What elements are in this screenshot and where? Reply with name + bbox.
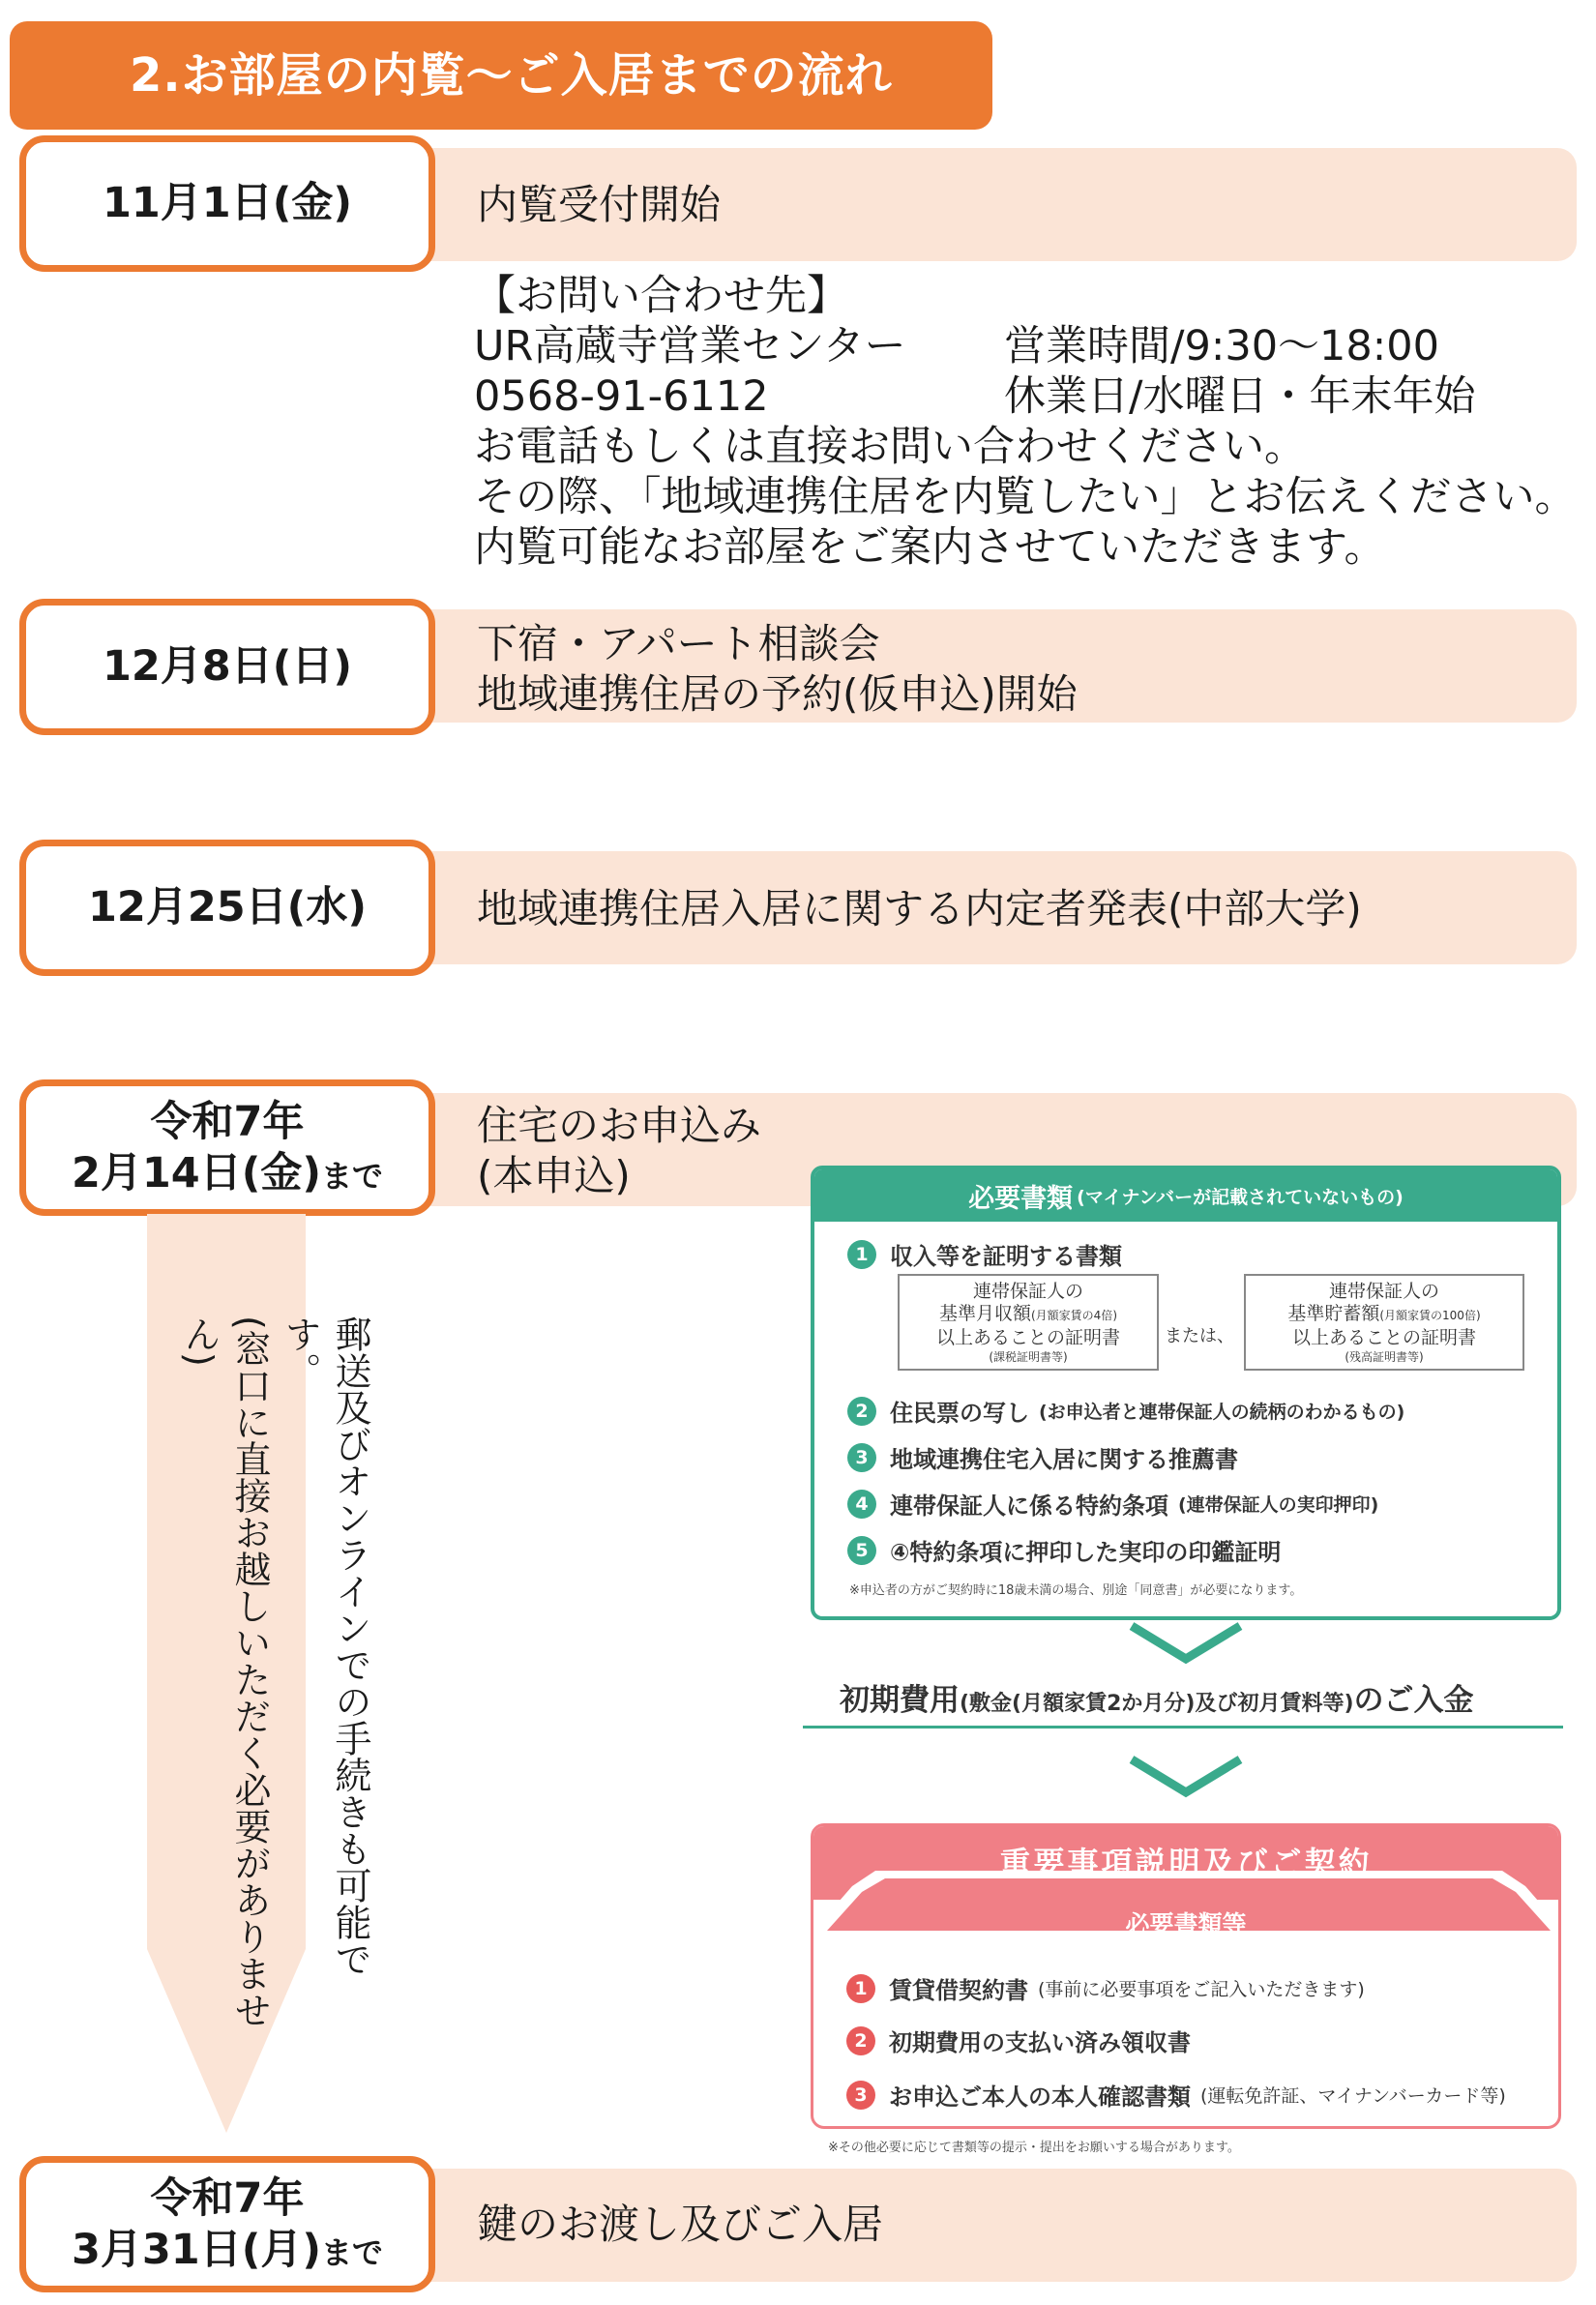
required-docs-header — [814, 1169, 1557, 1222]
date-4-line-2 — [72, 1148, 383, 1198]
contract-box — [811, 1823, 1561, 2129]
proof-a-line-3: 以上あることの証明書 — [935, 1326, 1120, 1348]
date-box-5 — [19, 2156, 435, 2292]
doc-number-3: 3 — [847, 1443, 876, 1472]
proof-savings — [1244, 1274, 1524, 1371]
required-docs-box — [811, 1166, 1561, 1620]
doc-label-1: 収入等を証明する書類 — [890, 1243, 1122, 1270]
date-5-line-1: 令和7年 — [150, 2174, 305, 2224]
vertical-note-line-2: (窓口に直接お越しいただく必要がありません) — [178, 1315, 271, 2028]
contact-line-2: その際、「地域連携住居を内覧したい」とお伝えください。 — [474, 473, 1577, 521]
initial-fee — [840, 1675, 1474, 1719]
doc-item-2 — [847, 1394, 1404, 1428]
doc-number-2: 2 — [847, 1397, 876, 1426]
required-docs-title: 必要書類 — [968, 1183, 1074, 1214]
doc-number-4: 4 — [847, 1490, 876, 1519]
contract-number-1: 1 — [846, 1974, 875, 2003]
contract-title: 重要事項説明及びご契約 — [999, 1845, 1373, 1881]
contract-label-1: 賃貸借契約書 — [889, 1977, 1028, 2004]
date-3: 12月25日(水) — [88, 883, 367, 932]
doc-item-5 — [847, 1533, 1281, 1567]
contact-info — [474, 271, 1577, 573]
vertical-note-line-1: 郵送及びオンラインでの手続きも可能です。 — [279, 1315, 371, 1977]
date-5-line-2 — [72, 2225, 383, 2275]
chevron-down-icon — [1128, 1622, 1244, 1665]
initial-fee-pre: 初期費用 — [840, 1683, 960, 1718]
doc-label-4: 連帯保証人に係る特約条項 — [890, 1492, 1168, 1520]
date-5-suffix: まで — [321, 2233, 384, 2271]
date-box-2 — [19, 599, 435, 735]
step-text-4-line-1: 住宅のお申込み — [477, 1102, 762, 1149]
proof-a-term: 基準月収額 — [938, 1302, 1031, 1324]
doc-number-5: 5 — [847, 1536, 876, 1565]
proof-b-line-4: (残高証明書等) — [1345, 1349, 1424, 1364]
proof-b-term-note: (月額家賃の100倍) — [1379, 1308, 1481, 1322]
date-4-suffix: まで — [321, 1157, 384, 1195]
section-header — [10, 21, 992, 130]
doc-label-3: 地域連携住宅入居に関する推薦書 — [890, 1446, 1238, 1473]
contract-footnote: ※その他必要に応じて書類等の提示・提出をお願いする場合があります。 — [828, 2141, 1240, 2155]
proof-b-line-2 — [1287, 1303, 1480, 1327]
proof-b-term: 基準貯蓄額 — [1287, 1302, 1380, 1324]
proof-a-line-1: 連帯保証人の — [972, 1280, 1083, 1302]
contact-line-1: お電話もしくは直接お問い合わせください。 — [474, 423, 1306, 471]
date-box-3 — [19, 840, 435, 976]
doc-note-2: (お申込者と連帯保証人の続柄のわかるもの) — [1039, 1402, 1405, 1423]
date-4-date: 2月14日(金) — [71, 1148, 322, 1197]
doc-label-2: 住民票の写し — [890, 1400, 1029, 1427]
step-text-4 — [477, 1101, 761, 1201]
proof-b-line-1: 連帯保証人の — [1328, 1280, 1439, 1302]
section-title: 2.お部屋の内覧～ご入居までの流れ — [130, 48, 893, 103]
doc-item-1 — [847, 1237, 1122, 1271]
contact-heading: 【お問い合わせ先】 — [474, 272, 848, 320]
vertical-note — [174, 1315, 375, 2031]
doc-label-5: ④特約条項に押印した実印の印鑑証明 — [890, 1539, 1282, 1566]
proof-a-term-note: (月額家賃の4倍) — [1031, 1308, 1117, 1322]
proof-a-line-4: (課税証明書等) — [989, 1349, 1068, 1364]
step-text-3: 地域連携住居入居に関する内定者発表(中部大学) — [477, 885, 1362, 932]
contract-note-3: (運転免許証、マイナンバーカード等) — [1200, 2085, 1506, 2107]
contract-label-2: 初期費用の支払い済み領収書 — [889, 2029, 1191, 2056]
contract-subtitle: 必要書類等 — [1125, 1910, 1247, 1938]
contract-item-2 — [846, 2024, 1191, 2057]
contract-number-2: 2 — [846, 2026, 875, 2055]
contract-item-3 — [846, 2078, 1506, 2112]
contact-hours: 営業時間/9:30～18:00 — [1004, 322, 1439, 370]
required-docs-title-note: (マイナンバーが記載されていないもの) — [1077, 1186, 1404, 1208]
step-text-5: 鍵のお渡し及びご入居 — [477, 2201, 884, 2248]
step-text-1: 内覧受付開始 — [477, 181, 722, 228]
contact-line-3: 内覧可能なお部屋をご案内させていただきます。 — [474, 523, 1386, 572]
or-text: または、 — [1165, 1326, 1234, 1346]
proof-monthly-income — [898, 1274, 1159, 1371]
date-1: 11月1日(金) — [102, 179, 353, 228]
contract-number-3: 3 — [846, 2081, 875, 2110]
contact-phone: 0568-91-6112 — [474, 372, 769, 421]
step-text-4-line-2: (本申込) — [477, 1152, 631, 1199]
date-box-4 — [19, 1079, 435, 1216]
chevron-down-icon — [1128, 1756, 1244, 1798]
proof-a-line-2 — [939, 1303, 1117, 1327]
doc-number-1: 1 — [847, 1240, 876, 1269]
date-4-line-1: 令和7年 — [150, 1098, 305, 1147]
date-box-1 — [19, 135, 435, 272]
initial-fee-underline — [803, 1726, 1563, 1729]
doc-item-4 — [847, 1487, 1378, 1521]
initial-fee-post: のご入金 — [1353, 1683, 1474, 1718]
proof-b-line-3: 以上あることの証明書 — [1291, 1326, 1476, 1348]
doc-note-4: (連帯保証人の実印押印) — [1178, 1494, 1379, 1516]
step-text-2-line-2: 地域連携住居の予約(仮申込)開始 — [477, 670, 1078, 718]
date-5-date: 3月31日(月) — [71, 2225, 322, 2274]
required-docs-footnote: ※申込者の方がご契約時に18歳未満の場合、別途「同意書」が必要になります。 — [849, 1583, 1303, 1598]
step-text-2 — [477, 619, 1078, 720]
contract-label-3: お申込ご本人の本人確認書類 — [889, 2083, 1191, 2111]
contract-note-1: (事前に必要事項をご記入いただきます) — [1038, 1979, 1365, 2000]
contact-holidays: 休業日/水曜日・年末年始 — [1004, 372, 1476, 421]
step-text-2-line-1: 下宿・アパート相談会 — [477, 620, 880, 667]
initial-fee-detail: (敷金(月額家賃2か月分)及び初月賃料等) — [960, 1692, 1354, 1716]
contact-office: UR高蔵寺営業センター — [474, 322, 906, 370]
doc-item-3 — [847, 1440, 1238, 1474]
contract-item-1 — [846, 1971, 1365, 2005]
date-2: 12月8日(日) — [102, 642, 353, 692]
